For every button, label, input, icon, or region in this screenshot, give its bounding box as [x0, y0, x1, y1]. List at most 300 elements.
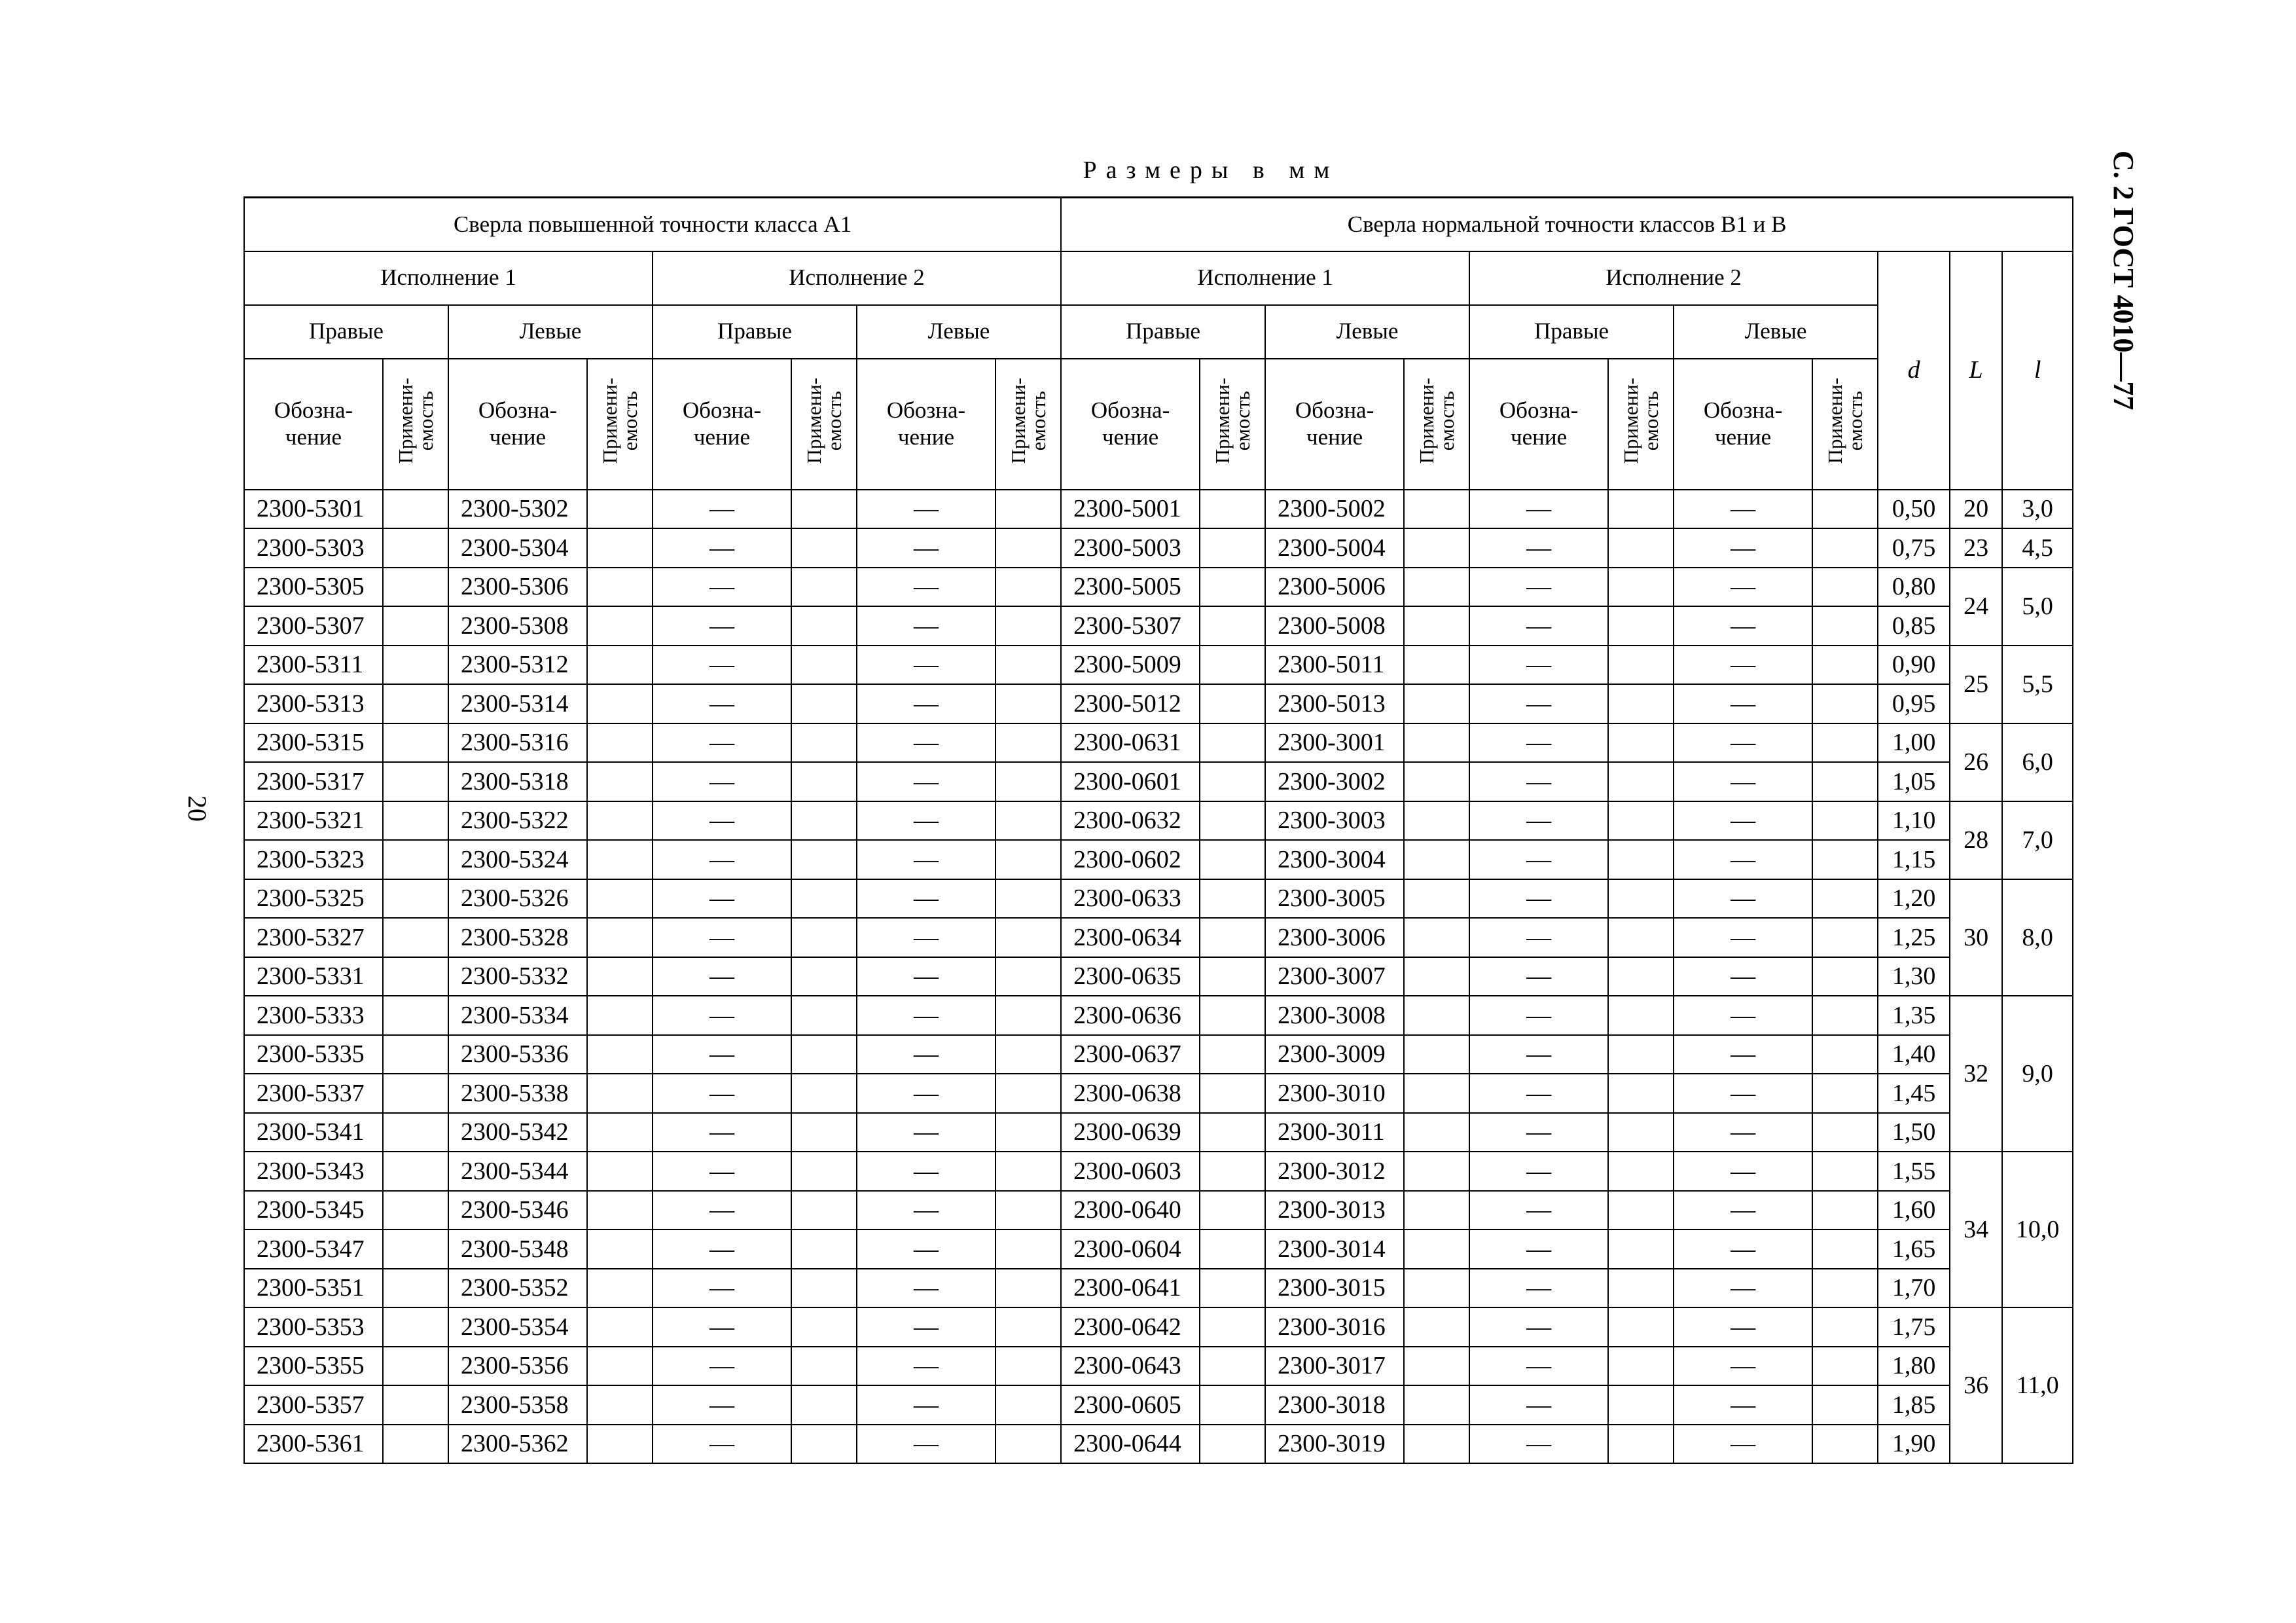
dash-cell: —: [1469, 1191, 1608, 1230]
applicability-label: Примени- емость: [1823, 378, 1867, 464]
designation-cell: 2300-5304: [448, 528, 587, 568]
designation-header: Обозна- чение: [448, 359, 587, 490]
applicability-cell: [1200, 646, 1265, 685]
designation-cell: 2300-5311: [244, 646, 383, 685]
applicability-cell: [1608, 1425, 1674, 1464]
dash-cell: —: [653, 1385, 791, 1425]
document-header: С. 2 ГОСТ 4010—77: [2108, 151, 2140, 410]
designation-cell: 2300-5006: [1265, 568, 1404, 607]
designation-header: Обозна- чение: [653, 359, 791, 490]
applicability-cell: [383, 684, 448, 723]
applicability-cell: [1608, 1230, 1674, 1269]
designation-cell: 2300-5333: [244, 996, 383, 1035]
applicability-cell: [1812, 1307, 1878, 1347]
designation-cell: 2300-5327: [244, 918, 383, 957]
designation-cell: 2300-3009: [1265, 1035, 1404, 1074]
dash-cell: —: [653, 762, 791, 801]
applicability-cell: [1404, 1113, 1469, 1152]
applicability-cell: [996, 1074, 1061, 1113]
applicability-header: [587, 359, 653, 490]
applicability-cell: [1200, 1230, 1265, 1269]
applicability-cell: [996, 801, 1061, 841]
applicability-cell: [1812, 1191, 1878, 1230]
applicability-cell: [791, 1307, 857, 1347]
designation-cell: 2300-5307: [1061, 606, 1200, 646]
dash-cell: —: [1674, 996, 1812, 1035]
dash-cell: —: [1469, 1152, 1608, 1191]
dash-cell: —: [653, 957, 791, 996]
applicability-cell: [791, 1191, 857, 1230]
applicability-cell: [791, 957, 857, 996]
designation-cell: 2300-3003: [1265, 801, 1404, 841]
applicability-cell: [1812, 1425, 1878, 1464]
table-row: [244, 1191, 2073, 1230]
designation-cell: 2300-3006: [1265, 918, 1404, 957]
applicability-cell: [1608, 996, 1674, 1035]
l-cell: 6,0: [2002, 723, 2073, 801]
table-row: [244, 606, 2073, 646]
applicability-cell: [1608, 1152, 1674, 1191]
applicability-cell: [791, 490, 857, 529]
applicability-cell: [587, 918, 653, 957]
designation-cell: 2300-3008: [1265, 996, 1404, 1035]
applicability-cell: [587, 957, 653, 996]
applicability-cell: [1608, 646, 1674, 685]
L-cell: 26: [1950, 723, 2002, 801]
applicability-header: [996, 359, 1061, 490]
applicability-cell: [996, 723, 1061, 763]
designation-cell: 2300-3005: [1265, 879, 1404, 919]
dash-cell: —: [857, 723, 996, 763]
designation-cell: 2300-5317: [244, 762, 383, 801]
table-row: [244, 996, 2073, 1035]
applicability-cell: [996, 606, 1061, 646]
applicability-label: Примени- емость: [1415, 378, 1459, 464]
applicability-cell: [1200, 1152, 1265, 1191]
dash-cell: —: [653, 801, 791, 841]
dash-cell: —: [653, 1152, 791, 1191]
applicability-cell: [1404, 840, 1469, 879]
applicability-cell: [383, 1074, 448, 1113]
applicability-cell: [791, 1425, 857, 1464]
designation-cell: 2300-5302: [448, 490, 587, 529]
applicability-cell: [587, 1307, 653, 1347]
applicability-cell: [1404, 1307, 1469, 1347]
applicability-cell: [1200, 879, 1265, 919]
dash-cell: —: [857, 1074, 996, 1113]
dash-cell: —: [1674, 1035, 1812, 1074]
designation-cell: 2300-3010: [1265, 1074, 1404, 1113]
applicability-cell: [996, 490, 1061, 529]
designation-cell: 2300-0632: [1061, 801, 1200, 841]
applicability-cell: [587, 490, 653, 529]
l-cell: 5,0: [2002, 568, 2073, 646]
applicability-cell: [1200, 1074, 1265, 1113]
applicability-cell: [1404, 801, 1469, 841]
dash-cell: —: [1674, 1347, 1812, 1386]
designation-cell: 2300-5352: [448, 1269, 587, 1308]
dash-cell: —: [857, 918, 996, 957]
designation-cell: 2300-0603: [1061, 1152, 1200, 1191]
d-cell: 1,00: [1878, 723, 1950, 763]
hand-header-right: Правые: [653, 305, 857, 359]
designation-cell: 2300-5308: [448, 606, 587, 646]
applicability-cell: [996, 1385, 1061, 1425]
applicability-cell: [1404, 1385, 1469, 1425]
designation-cell: 2300-5358: [448, 1385, 587, 1425]
applicability-cell: [1812, 1385, 1878, 1425]
applicability-cell: [587, 1269, 653, 1308]
group-header-a1: Сверла повышенной точности класса А1: [244, 198, 1061, 251]
dash-cell: —: [1674, 1307, 1812, 1347]
applicability-cell: [996, 1230, 1061, 1269]
applicability-cell: [791, 1269, 857, 1308]
applicability-cell: [1812, 1347, 1878, 1386]
applicability-cell: [1404, 1425, 1469, 1464]
dash-cell: —: [857, 1269, 996, 1308]
applicability-cell: [1608, 801, 1674, 841]
applicability-cell: [1608, 840, 1674, 879]
applicability-cell: [996, 528, 1061, 568]
applicability-cell: [1404, 646, 1469, 685]
applicability-header: [383, 359, 448, 490]
applicability-cell: [791, 528, 857, 568]
applicability-cell: [1608, 568, 1674, 607]
applicability-cell: [587, 684, 653, 723]
applicability-cell: [1200, 840, 1265, 879]
applicability-cell: [791, 840, 857, 879]
dash-cell: —: [1674, 879, 1812, 919]
applicability-cell: [1404, 1152, 1469, 1191]
applicability-cell: [1608, 684, 1674, 723]
applicability-cell: [383, 996, 448, 1035]
dash-cell: —: [857, 1035, 996, 1074]
designation-cell: 2300-5342: [448, 1113, 587, 1152]
applicability-cell: [383, 801, 448, 841]
applicability-cell: [587, 1230, 653, 1269]
table-row: [244, 1269, 2073, 1308]
d-cell: 0,50: [1878, 490, 1950, 529]
d-cell: 1,55: [1878, 1152, 1950, 1191]
applicability-cell: [587, 1035, 653, 1074]
dash-cell: —: [1469, 879, 1608, 919]
applicability-cell: [383, 646, 448, 685]
L-cell: 24: [1950, 568, 2002, 646]
designation-cell: 2300-3011: [1265, 1113, 1404, 1152]
dash-cell: —: [857, 957, 996, 996]
table-row: [244, 918, 2073, 957]
applicability-cell: [791, 1035, 857, 1074]
hand-header-left: Левые: [857, 305, 1061, 359]
d-cell: 1,60: [1878, 1191, 1950, 1230]
designation-cell: 2300-5362: [448, 1425, 587, 1464]
l-cell: 11,0: [2002, 1307, 2073, 1463]
applicability-cell: [1608, 528, 1674, 568]
dash-cell: —: [653, 1074, 791, 1113]
designation-cell: 2300-5008: [1265, 606, 1404, 646]
designation-cell: 2300-5324: [448, 840, 587, 879]
applicability-cell: [996, 840, 1061, 879]
applicability-cell: [1404, 1347, 1469, 1386]
applicability-label: Примени- емость: [1619, 378, 1663, 464]
d-cell: 1,25: [1878, 918, 1950, 957]
designation-cell: 2300-5013: [1265, 684, 1404, 723]
table-row: [244, 528, 2073, 568]
applicability-cell: [996, 1191, 1061, 1230]
d-header: d: [1878, 251, 1950, 490]
designation-cell: 2300-5325: [244, 879, 383, 919]
designation-cell: 2300-5001: [1061, 490, 1200, 529]
execution-header: Исполнение 1: [1061, 251, 1469, 305]
dash-cell: —: [857, 568, 996, 607]
table-row: [244, 957, 2073, 996]
applicability-cell: [1608, 1035, 1674, 1074]
designation-cell: 2300-5345: [244, 1191, 383, 1230]
applicability-cell: [1404, 606, 1469, 646]
designation-cell: 2300-5331: [244, 957, 383, 996]
page-number: 20: [183, 795, 212, 822]
applicability-cell: [791, 1152, 857, 1191]
applicability-cell: [383, 1347, 448, 1386]
applicability-label: Примени- емость: [394, 378, 437, 464]
designation-cell: 2300-0637: [1061, 1035, 1200, 1074]
L-cell: 23: [1950, 528, 2002, 568]
execution-header: Исполнение 2: [653, 251, 1061, 305]
applicability-cell: [1812, 490, 1878, 529]
dash-cell: —: [857, 646, 996, 685]
dash-cell: —: [857, 1385, 996, 1425]
dash-cell: —: [653, 568, 791, 607]
dash-cell: —: [653, 840, 791, 879]
designation-cell: 2300-5012: [1061, 684, 1200, 723]
applicability-cell: [996, 879, 1061, 919]
dash-cell: —: [857, 1191, 996, 1230]
d-cell: 1,80: [1878, 1347, 1950, 1386]
applicability-cell: [1200, 1269, 1265, 1308]
dash-cell: —: [1469, 1074, 1608, 1113]
applicability-cell: [1608, 879, 1674, 919]
applicability-cell: [996, 1425, 1061, 1464]
applicability-cell: [996, 762, 1061, 801]
table-row: [244, 1074, 2073, 1113]
applicability-header: [1812, 359, 1878, 490]
applicability-cell: [1608, 1269, 1674, 1308]
l-cell: 8,0: [2002, 879, 2073, 996]
dash-cell: —: [1469, 801, 1608, 841]
applicability-cell: [1608, 762, 1674, 801]
dash-cell: —: [1469, 840, 1608, 879]
applicability-label: Примени- емость: [1211, 378, 1255, 464]
table-row: [244, 1385, 2073, 1425]
table-row: [244, 568, 2073, 607]
applicability-cell: [587, 1347, 653, 1386]
designation-cell: 2300-5303: [244, 528, 383, 568]
applicability-cell: [587, 762, 653, 801]
dash-cell: —: [1674, 1074, 1812, 1113]
d-cell: 1,90: [1878, 1425, 1950, 1464]
dash-cell: —: [1469, 918, 1608, 957]
applicability-cell: [791, 568, 857, 607]
applicability-cell: [996, 1307, 1061, 1347]
applicability-cell: [383, 490, 448, 529]
applicability-cell: [383, 1307, 448, 1347]
applicability-cell: [383, 1191, 448, 1230]
designation-cell: 2300-3016: [1265, 1307, 1404, 1347]
d-cell: 1,85: [1878, 1385, 1950, 1425]
dash-cell: —: [1674, 1191, 1812, 1230]
applicability-cell: [791, 1113, 857, 1152]
applicability-cell: [1812, 1230, 1878, 1269]
applicability-cell: [383, 879, 448, 919]
applicability-cell: [1608, 490, 1674, 529]
designation-cell: 2300-5344: [448, 1152, 587, 1191]
designation-cell: 2300-5323: [244, 840, 383, 879]
hand-header-right: Правые: [1469, 305, 1674, 359]
table-row: [244, 646, 2073, 685]
applicability-cell: [1404, 879, 1469, 919]
dash-cell: —: [653, 1113, 791, 1152]
applicability-cell: [1404, 723, 1469, 763]
dash-cell: —: [1674, 1230, 1812, 1269]
d-cell: 1,35: [1878, 996, 1950, 1035]
designation-cell: 2300-5353: [244, 1307, 383, 1347]
applicability-cell: [1812, 1269, 1878, 1308]
applicability-cell: [791, 996, 857, 1035]
designation-cell: 2300-5301: [244, 490, 383, 529]
applicability-cell: [1608, 1074, 1674, 1113]
dash-cell: —: [653, 684, 791, 723]
applicability-cell: [1404, 528, 1469, 568]
applicability-header: [1404, 359, 1469, 490]
applicability-cell: [1608, 723, 1674, 763]
designation-cell: 2300-0644: [1061, 1425, 1200, 1464]
designation-cell: 2300-3015: [1265, 1269, 1404, 1308]
designation-cell: 2300-0643: [1061, 1347, 1200, 1386]
designation-cell: 2300-0642: [1061, 1307, 1200, 1347]
applicability-cell: [1812, 1035, 1878, 1074]
designation-cell: 2300-5347: [244, 1230, 383, 1269]
dash-cell: —: [857, 1230, 996, 1269]
dash-cell: —: [1674, 606, 1812, 646]
applicability-cell: [1812, 918, 1878, 957]
designation-cell: 2300-5004: [1265, 528, 1404, 568]
applicability-cell: [587, 1425, 653, 1464]
l-cell: 3,0: [2002, 490, 2073, 529]
applicability-cell: [1812, 1074, 1878, 1113]
applicability-cell: [587, 1074, 653, 1113]
dash-cell: —: [1469, 723, 1608, 763]
dash-cell: —: [1469, 490, 1608, 529]
designation-cell: 2300-0602: [1061, 840, 1200, 879]
table-row: [244, 1347, 2073, 1386]
applicability-label: Примени- емость: [1007, 378, 1050, 464]
dash-cell: —: [1674, 1385, 1812, 1425]
dash-cell: —: [653, 606, 791, 646]
table-row: [244, 1035, 2073, 1074]
table-row: [244, 723, 2073, 763]
dash-cell: —: [653, 1191, 791, 1230]
designation-cell: 2300-5321: [244, 801, 383, 841]
designation-cell: 2300-0601: [1061, 762, 1200, 801]
d-cell: 1,40: [1878, 1035, 1950, 1074]
l-cell: 9,0: [2002, 996, 2073, 1152]
applicability-cell: [1404, 957, 1469, 996]
applicability-cell: [791, 606, 857, 646]
applicability-cell: [791, 646, 857, 685]
applicability-cell: [996, 568, 1061, 607]
execution-header: Исполнение 2: [1469, 251, 1878, 305]
applicability-header: [791, 359, 857, 490]
d-cell: 1,10: [1878, 801, 1950, 841]
applicability-cell: [1200, 918, 1265, 957]
applicability-cell: [383, 1230, 448, 1269]
applicability-cell: [1200, 684, 1265, 723]
applicability-cell: [1812, 646, 1878, 685]
applicability-cell: [791, 762, 857, 801]
applicability-cell: [996, 684, 1061, 723]
designation-cell: 2300-5326: [448, 879, 587, 919]
applicability-cell: [587, 879, 653, 919]
execution-header: Исполнение 1: [244, 251, 653, 305]
d-cell: 1,15: [1878, 840, 1950, 879]
dash-cell: —: [857, 879, 996, 919]
applicability-cell: [996, 646, 1061, 685]
applicability-cell: [1200, 723, 1265, 763]
dash-cell: —: [653, 1307, 791, 1347]
applicability-cell: [1200, 606, 1265, 646]
applicability-cell: [383, 762, 448, 801]
dash-cell: —: [653, 490, 791, 529]
table-row: [244, 762, 2073, 801]
applicability-cell: [1200, 1035, 1265, 1074]
dash-cell: —: [857, 490, 996, 529]
designation-cell: 2300-0638: [1061, 1074, 1200, 1113]
applicability-cell: [1608, 1191, 1674, 1230]
designation-cell: 2300-5328: [448, 918, 587, 957]
applicability-cell: [1812, 1152, 1878, 1191]
designation-cell: 2300-5334: [448, 996, 587, 1035]
dash-cell: —: [1469, 528, 1608, 568]
dash-cell: —: [1469, 762, 1608, 801]
applicability-cell: [996, 996, 1061, 1035]
applicability-cell: [996, 918, 1061, 957]
dash-cell: —: [1469, 684, 1608, 723]
d-cell: 1,65: [1878, 1230, 1950, 1269]
d-cell: 1,05: [1878, 762, 1950, 801]
table-row: [244, 879, 2073, 919]
applicability-cell: [1200, 1385, 1265, 1425]
applicability-cell: [383, 1269, 448, 1308]
designation-cell: 2300-0640: [1061, 1191, 1200, 1230]
designation-cell: 2300-5351: [244, 1269, 383, 1308]
d-cell: 0,85: [1878, 606, 1950, 646]
dash-cell: —: [1674, 646, 1812, 685]
l-cell: 5,5: [2002, 646, 2073, 723]
designation-cell: 2300-0633: [1061, 879, 1200, 919]
dash-cell: —: [1469, 1347, 1608, 1386]
applicability-cell: [383, 1113, 448, 1152]
table-row: [244, 490, 2073, 529]
dash-cell: —: [1674, 528, 1812, 568]
designation-cell: 2300-5318: [448, 762, 587, 801]
dash-cell: —: [857, 1113, 996, 1152]
dash-cell: —: [1674, 684, 1812, 723]
applicability-cell: [1404, 568, 1469, 607]
designation-cell: 2300-0605: [1061, 1385, 1200, 1425]
applicability-cell: [383, 1385, 448, 1425]
designation-cell: 2300-5322: [448, 801, 587, 841]
applicability-cell: [1200, 490, 1265, 529]
